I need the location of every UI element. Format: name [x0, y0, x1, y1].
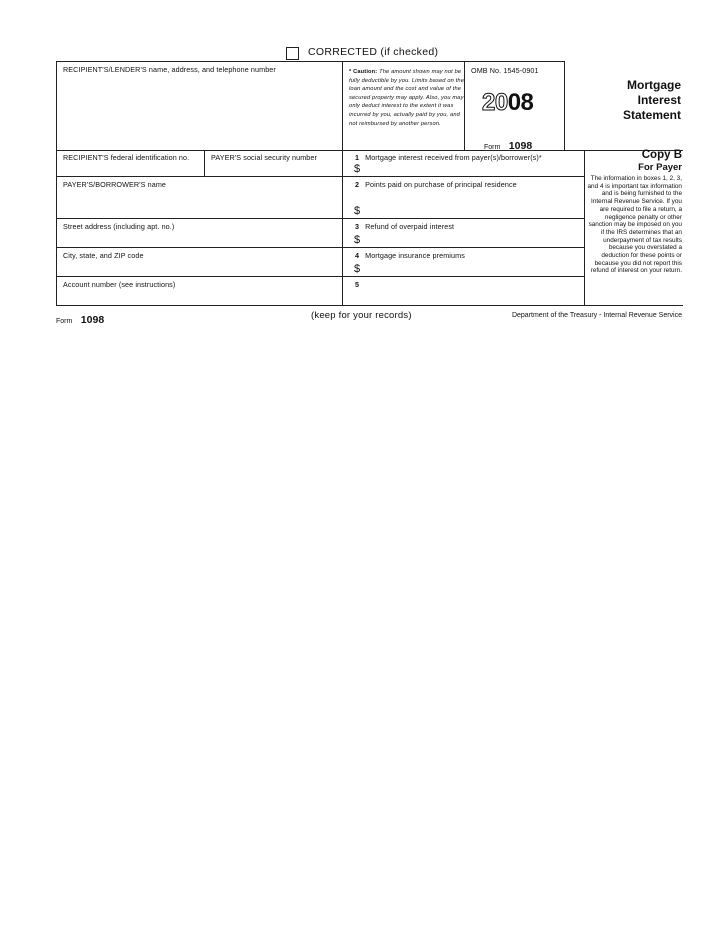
- footer-form-prefix: Form: [56, 318, 73, 325]
- box-1-number: 1: [355, 153, 360, 162]
- title-line-2: Interest: [637, 93, 681, 107]
- box-4-label: Mortgage insurance premiums: [365, 251, 465, 260]
- box-3-number: 3: [355, 222, 360, 231]
- box-5-field[interactable]: [355, 280, 365, 289]
- box-1-label: Mortgage interest received from payer(s)/borrower(s)*: [365, 153, 542, 162]
- tax-year-outline: 20: [482, 89, 508, 116]
- corrected-checkbox[interactable]: [286, 47, 299, 60]
- copy-title: Copy B: [641, 149, 682, 161]
- recipient-name-field[interactable]: RECIPIENT'S/LENDER'S name, address, and telephone number: [63, 65, 276, 74]
- form-number-top: 1098: [508, 140, 533, 152]
- corrected-label: CORRECTED (if checked): [308, 46, 439, 58]
- box-3-label: Refund of overpaid interest: [365, 222, 455, 231]
- form-prefix-top: Form: [484, 144, 501, 151]
- box-3-currency: $: [354, 234, 361, 246]
- omb-number: OMB No. 1545-0901: [471, 66, 539, 75]
- box-4-number: 4: [355, 251, 360, 260]
- caution-prefix: * Caution:: [349, 69, 378, 75]
- box-2-label: Points paid on purchase of principal residence: [365, 180, 517, 189]
- department-label: Department of the Treasury - Internal Revenue Service: [511, 312, 682, 319]
- box-2-currency: $: [354, 205, 361, 217]
- box-2-number: 2: [355, 180, 360, 189]
- box-1-field[interactable]: [355, 153, 542, 162]
- footer-form-label: [56, 310, 104, 328]
- keep-records-note: (keep for your records): [311, 310, 412, 321]
- form-label-top: [484, 136, 532, 154]
- title-line-1: Mortgage: [627, 78, 681, 92]
- box-4-field[interactable]: [355, 251, 465, 260]
- box-4-currency: $: [354, 263, 361, 275]
- recipient-federal-id-field[interactable]: RECIPIENT'S federal identification no.: [63, 153, 190, 162]
- box-1-currency: $: [354, 163, 361, 175]
- payer-name-field[interactable]: PAYER'S/BORROWER'S name: [63, 180, 167, 189]
- payer-city-field[interactable]: City, state, and ZIP code: [63, 251, 144, 260]
- box-2-field[interactable]: [355, 180, 517, 189]
- payer-ssn-field[interactable]: PAYER'S social security number: [211, 153, 317, 162]
- copy-notice: The information in boxes 1, 2, 3, and 4 is important tax information and is being furnished to the Internal Revenue Service. If you are required to file a return, a negligence penalty or other sanction may be imposed on you if the IRS determines that an underpayment of tax results because you overstated a deduction for these points or because you did not report this refund of interest on your return.: [587, 175, 682, 275]
- caution-text: The amount shown may not be fully deductible by you. Limits based on the loan amount and the cost and value of the secured property may apply. Also, you may only deduct interest to the extent it was incurred by you, actually paid by you, and not reimbursed by another person.: [349, 69, 465, 127]
- footer-form-number: 1098: [80, 314, 105, 326]
- caution-note: [349, 68, 467, 128]
- payer-street-field[interactable]: Street address (including apt. no.): [63, 222, 175, 231]
- tax-year: [482, 89, 533, 117]
- copy-subtitle: For Payer: [638, 162, 682, 173]
- box-3-field[interactable]: [355, 222, 454, 231]
- account-number-field[interactable]: Account number (see instructions): [63, 280, 176, 289]
- form-title: [584, 78, 681, 123]
- tax-year-solid: 08: [507, 89, 534, 116]
- title-line-3: Statement: [622, 108, 681, 122]
- box-5-number: 5: [355, 280, 360, 289]
